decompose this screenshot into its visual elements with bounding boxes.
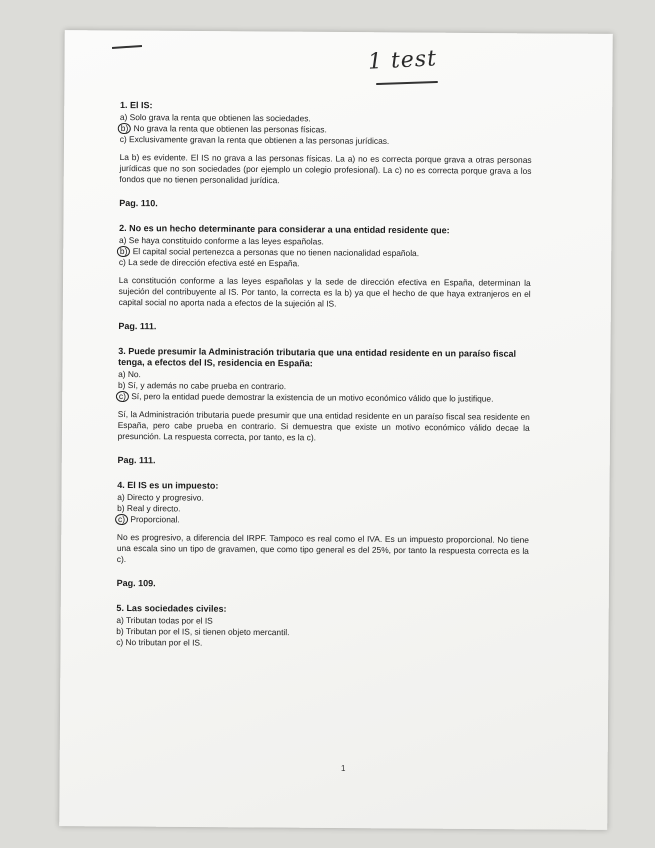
answer-option <box>119 257 531 271</box>
page-number: 1 <box>341 764 346 773</box>
answer-letter: a) <box>118 234 127 246</box>
answer-text: Proporcional. <box>130 514 180 525</box>
answer-text: Tributan por el IS, si tienen objeto mercantil. <box>125 626 290 638</box>
answer-text: Sí, pero la entidad puede demostrar la existencia de un motivo económico válido que lo justifique. <box>131 391 494 404</box>
page-reference: Pag. 110. <box>119 197 158 209</box>
circled-answer-letter: c) <box>115 514 128 525</box>
answer-text: Sí, y además no cabe prueba en contrario. <box>127 380 287 392</box>
answer-letter: b) <box>117 502 125 514</box>
circled-answer-letter: b) <box>117 246 131 257</box>
page-reference: Pag. 109. <box>116 577 156 589</box>
answer-letter: c) <box>116 636 124 648</box>
answer-letter: a) <box>118 368 126 380</box>
answer-letter: a) <box>116 614 124 626</box>
page-reference: Pag. 111. <box>117 454 156 466</box>
question-title: 5. Las sociedades civiles: <box>116 602 227 614</box>
question-block <box>118 223 531 335</box>
question-title: 2. No es un hecho determinante para considerar a una entidad residente que: <box>119 222 450 236</box>
answer-letter: b) <box>117 379 126 391</box>
answer-text: No. <box>127 369 141 380</box>
answer-text: Solo grava la renta que obtienen las sociedades. <box>129 112 311 124</box>
question-block <box>116 603 528 651</box>
handwritten-annotation: 1 test <box>367 46 438 75</box>
answer-letter: a) <box>119 111 128 123</box>
explanation-paragraph: La constitución conforme a las leyes españolas y la sede de dirección efectiva en España, determinan la sujeción del contribuyente al IS. Por tanto, la correcta es la b) ya que el hecho de que haya extranjeros en el capital social no aporta nada a efectos de la sujeción al IS. <box>118 274 531 309</box>
answer-text: Se haya constituido conforme a las leyes españolas. <box>128 235 324 247</box>
answer-letter: c) <box>119 133 127 145</box>
answer-text: Directo y progresivo. <box>126 492 204 503</box>
answer-text: El capital social pertenezca a personas que no tienen nacionalidad española. <box>132 246 420 259</box>
document-body <box>116 100 532 651</box>
question-title: 1. El IS: <box>119 100 153 111</box>
question-block <box>117 480 530 592</box>
page-reference: Pag. 111. <box>118 320 157 332</box>
question-block <box>117 346 530 469</box>
circled-answer-letter: b) <box>118 123 132 134</box>
circled-answer-letter: c) <box>116 391 129 402</box>
explanation-paragraph: Sí, la Administración tributaria puede presumir que una entidad residente en un paraíso fiscal sea residente en España, pero cabe prueba en contrario. Si demuestra que existe un motivo económico válido decae la presunción. La respuesta correcta, por tanto, es la c). <box>117 408 530 443</box>
answer-text: Tributan todas por el IS <box>125 615 213 626</box>
answer-option <box>118 391 530 405</box>
answer-letter: c) <box>118 256 126 268</box>
answer-text: Real y directo. <box>126 503 181 514</box>
explanation-paragraph: La b) es evidente. El IS no grava a las personas físicas. La a) no es correcta porque grava a otras personas jurídicas que no son sociedades (por ejemplo un colegio profesional). La c) no es correcta porque grava a los fondos que no tienen personalidad jurídica. <box>119 151 532 186</box>
answer-letter: b) <box>116 625 124 637</box>
explanation-paragraph: No es progresivo, a diferencia del IRPF. Tampoco es real como el IVA. Es un impuesto proporcional. No tiene una escala sino un tipo de gravamen, que como tipo general es del 25%, por tanto la respuesta correcta es la c). <box>116 531 529 565</box>
answer-option <box>120 134 532 148</box>
question-block <box>119 100 532 212</box>
answer-text: No tributan por el IS. <box>125 637 203 648</box>
answer-text: La sede de dirección efectiva esté en España. <box>128 257 300 269</box>
answer-option <box>117 514 529 528</box>
answer-text: Exclusivamente gravan la renta que obtienen a las personas jurídicas. <box>129 134 390 146</box>
question-title: 4. El IS es un impuesto: <box>117 479 219 491</box>
answer-text: No grava la renta que obtienen las personas físicas. <box>133 123 327 135</box>
question-title: 3. Puede presumir la Administración tributaria que una entidad residente en un paraíso fiscal tenga, a efectos del IS, residencia en España: <box>118 345 517 369</box>
answer-letter: a) <box>117 491 125 503</box>
